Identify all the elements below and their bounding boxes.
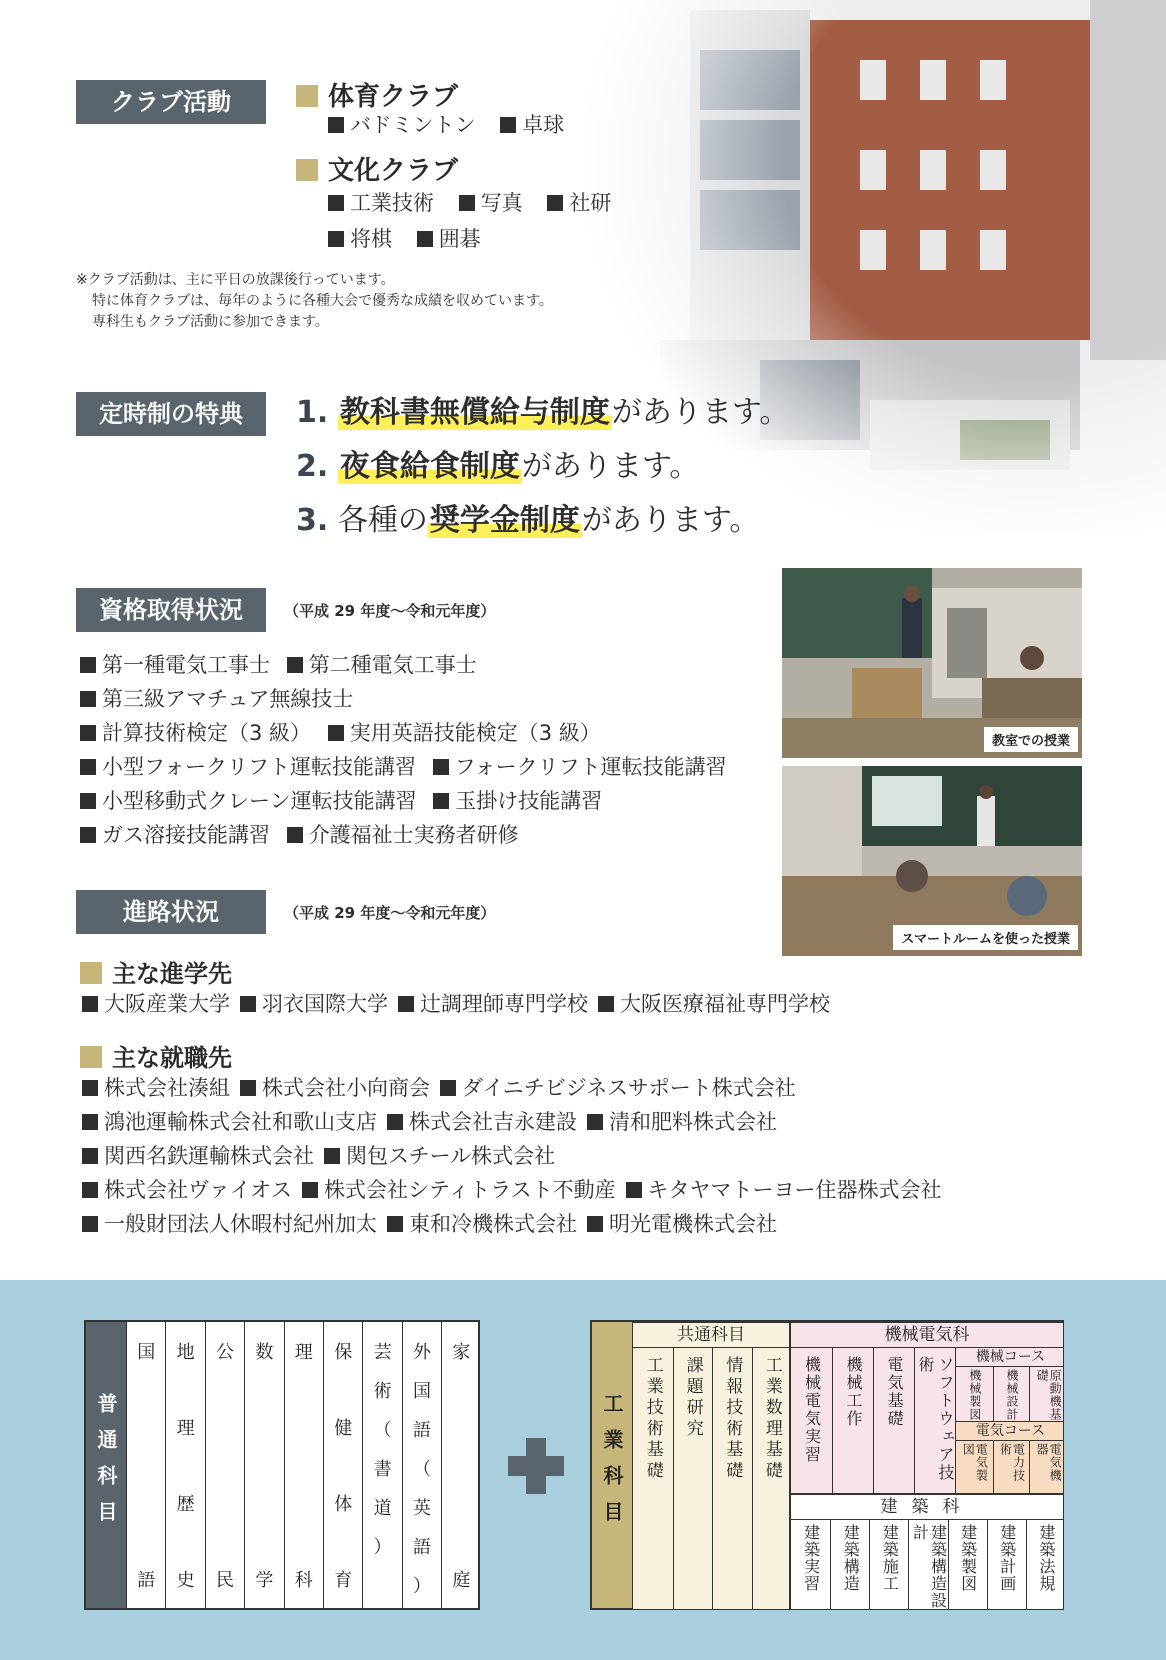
qualification-row: [80, 716, 737, 750]
job-item: 明光電機株式会社: [609, 1212, 777, 1236]
list-item: 写真: [459, 191, 523, 215]
qualification-item: 第三級アマチュア無線技士: [102, 687, 354, 711]
qualification-item: 玉掛け技能講習: [455, 789, 603, 813]
job-row: [82, 1173, 951, 1207]
qualification-item: 第一種電気工事士: [102, 653, 270, 677]
schools-heading: [80, 954, 232, 989]
qualification-item: 第二種電気工事士: [308, 653, 477, 677]
smart-room-photo: [782, 766, 1082, 956]
general-subject-char: 理: [176, 1418, 195, 1439]
job-item: 鴻池運輸株式会社和歌山支店: [104, 1110, 377, 1134]
general-subject-char: 英: [412, 1498, 431, 1519]
general-subject-column: [244, 1322, 283, 1608]
general-subject-char: 術: [373, 1381, 392, 1402]
culture-club-title: 文化クラブ: [328, 156, 459, 186]
mech-course-subject: 機械製図: [967, 1369, 982, 1421]
qualification-row: [80, 648, 737, 682]
common-subject: 課題研究: [673, 1348, 713, 1610]
arch-subject: 建築製図: [948, 1520, 987, 1610]
jobs-title: 主な就職先: [112, 1044, 232, 1072]
jobs-list: [82, 1071, 951, 1241]
job-item: 一般財団法人休暇村紀州加太: [104, 1212, 377, 1236]
qualification-row: [80, 818, 737, 852]
general-subject-char: 健: [334, 1418, 353, 1439]
qualifications-period: （平成 29 年度〜令和元年度）: [284, 602, 496, 620]
job-item: 株式会社小向商会: [262, 1076, 430, 1100]
common-subject: 工業技術基礎: [642, 1356, 663, 1482]
mech-course-subject: 原動機基礎: [1029, 1367, 1064, 1421]
job-item: 関西名鉄運輸株式会社: [104, 1144, 314, 1168]
schools-list: [82, 987, 840, 1021]
common-subject: 工業数理基礎: [752, 1348, 791, 1610]
list-item: 囲碁: [417, 227, 481, 251]
qualification-item: 小型移動式クレーン運転技能講習: [102, 789, 417, 813]
job-item: ダイニチビジネスサポート株式会社: [462, 1076, 796, 1100]
general-subject-char: 理: [294, 1342, 313, 1363]
job-row: [82, 1071, 951, 1105]
mech-subject: 電気基礎: [873, 1348, 914, 1494]
list-item: 社研: [547, 191, 611, 215]
general-subject-char: 公: [215, 1342, 234, 1363]
general-subject-char: 書: [373, 1459, 392, 1480]
job-row: [82, 1207, 951, 1241]
accent-square-icon: [80, 1046, 102, 1068]
accent-square-icon: [296, 85, 318, 107]
job-item: 株式会社ヴァイオス: [104, 1178, 292, 1202]
general-subject-char: 語: [412, 1420, 431, 1441]
elec-course-block: [955, 1421, 1064, 1494]
general-subjects-title: 普通科目: [86, 1322, 126, 1608]
qualification-item: 実用英語技能検定（3 級）: [349, 721, 601, 745]
curriculum-panel: [0, 1280, 1166, 1660]
mech-electric-title: 機械電気科: [791, 1323, 1063, 1348]
job-item: 株式会社吉永建設: [409, 1110, 577, 1134]
job-item: 関包スチール株式会社: [346, 1144, 556, 1168]
accent-square-icon: [80, 962, 102, 984]
sports-club-list: [328, 108, 582, 142]
general-subject-char: 家: [452, 1342, 471, 1363]
general-subjects-table: [84, 1320, 480, 1610]
arch-subject: 建築法規: [1026, 1520, 1064, 1610]
general-subject-column: [362, 1322, 401, 1608]
accent-square-icon: [296, 159, 318, 181]
elec-course-subject: 電気機器: [1029, 1441, 1064, 1494]
benefits-list: [296, 386, 789, 548]
qualifications-list: [80, 648, 737, 852]
job-item: 清和肥料株式会社: [609, 1110, 777, 1134]
general-subject-column: [165, 1322, 204, 1608]
common-subjects-block: [632, 1322, 790, 1610]
elec-course-subject: 電力技術: [993, 1441, 1030, 1494]
arch-subject: 建築構造: [830, 1520, 869, 1610]
general-subject-column: [323, 1322, 362, 1608]
mech-course-subject: 機械設計: [993, 1367, 1030, 1421]
list-item: 工業技術: [328, 191, 434, 215]
architecture-block: [790, 1494, 1064, 1610]
general-subject-char: 地: [176, 1342, 195, 1363]
qualification-row: [80, 784, 737, 818]
industrial-subjects-table: [590, 1320, 1064, 1610]
school-item: 辻調理師専門学校: [420, 992, 588, 1016]
club-note: 専科生もクラブ活動に参加できます。: [92, 314, 329, 330]
general-subject-char: 民: [215, 1570, 234, 1591]
general-subject-char: 庭: [452, 1570, 471, 1591]
arch-subject: 建築構造設計: [908, 1520, 947, 1610]
career-label: 進路状況: [76, 890, 266, 934]
culture-club-list-row2: [328, 222, 499, 256]
jobs-heading: [80, 1038, 232, 1073]
general-subject-column: [126, 1322, 165, 1608]
mech-subject: 機械工作: [832, 1348, 873, 1494]
general-subject-char: 歴: [176, 1494, 195, 1515]
industrial-subjects-title: 工業科目: [592, 1322, 632, 1608]
general-subject-char: （: [412, 1459, 431, 1480]
job-row: [82, 1105, 951, 1139]
general-subject-char: 道: [373, 1498, 392, 1519]
general-subject-char: 体: [334, 1494, 353, 1515]
general-subject-char: 国: [137, 1342, 156, 1363]
general-subject-char: 語: [412, 1537, 431, 1558]
plus-icon: [508, 1438, 564, 1494]
qualification-item: 小型フォークリフト運転技能講習: [102, 755, 416, 779]
list-item: 卓球: [500, 113, 564, 137]
career-period: （平成 29 年度〜令和元年度）: [284, 904, 496, 922]
mech-subject: ソフトウェア技術: [914, 1348, 955, 1494]
general-subject-char: 語: [137, 1570, 156, 1591]
general-subject-char: 芸: [373, 1342, 392, 1363]
qualification-row: [80, 750, 737, 784]
club-note: ※クラブ活動は、主に平日の放課後行っています。: [76, 272, 395, 288]
common-subjects-title: 共通科目: [633, 1323, 789, 1348]
classroom-photo-caption: 教室での授業: [984, 727, 1078, 752]
list-item: 将棋: [328, 227, 392, 251]
job-item: 株式会社湊組: [104, 1076, 230, 1100]
club-activities-label: クラブ活動: [76, 80, 266, 124]
elec-course-subject: 電気製図: [961, 1443, 989, 1482]
general-subject-column: [284, 1322, 323, 1608]
general-subject-char: （: [373, 1420, 392, 1441]
culture-club-heading: [296, 150, 458, 187]
general-subject-char: 外: [412, 1342, 431, 1363]
qualification-item: 計算技術検定（3 級）: [102, 721, 312, 745]
qualification-item: 介護福祉士実務者研修: [308, 823, 519, 847]
general-subject-char: ）: [412, 1576, 431, 1597]
arch-subject: 建築計画: [987, 1520, 1026, 1610]
school-item: 大阪産業大学: [104, 992, 230, 1016]
general-subject-char: ）: [373, 1537, 392, 1558]
culture-club-list-row1: [328, 186, 629, 220]
job-row: [82, 1139, 951, 1173]
schools-title: 主な進学先: [112, 960, 232, 988]
common-subject: 情報技術基礎: [712, 1348, 752, 1610]
general-subject-char: 学: [255, 1570, 274, 1591]
qualification-item: フォークリフト運転技能講習: [454, 755, 727, 779]
benefits-label: 定時制の特典: [76, 392, 266, 436]
general-subject-char: 国: [412, 1381, 431, 1402]
mech-course-block: [955, 1348, 1064, 1421]
benefit-item: 1. 教科書無償給与制度があります。: [296, 395, 790, 430]
school-item: 大阪医療福祉専門学校: [620, 992, 830, 1016]
general-subject-column: [441, 1322, 480, 1608]
mech-electric-block: [790, 1322, 1064, 1494]
sports-club-title: 体育クラブ: [328, 82, 459, 112]
qualification-row: [80, 682, 737, 716]
general-subject-char: 科: [294, 1570, 313, 1591]
general-subject-char: 育: [334, 1570, 353, 1591]
general-subject-char: 保: [334, 1342, 353, 1363]
general-subject-char: 史: [176, 1570, 195, 1591]
mech-subject: 機械電気実習: [802, 1356, 822, 1464]
qualifications-label: 資格取得状況: [76, 588, 266, 632]
architecture-title: 建築科: [791, 1495, 1063, 1520]
club-notes: [76, 270, 553, 333]
smart-room-photo-caption: スマートルームを使った授業: [893, 925, 1078, 950]
benefit-item: 2. 夜食給食制度があります。: [296, 449, 700, 484]
club-note: 特に体育クラブは、毎年のように各種大会で優秀な成績を収めています。: [92, 293, 553, 309]
qualification-item: ガス溶接技能講習: [102, 823, 270, 847]
arch-subject: 建築施工: [869, 1520, 908, 1610]
general-subject-char: 数: [255, 1342, 274, 1363]
job-item: 東和冷機株式会社: [409, 1212, 577, 1236]
job-item: キタヤマトーヨー住器株式会社: [647, 1178, 942, 1202]
benefit-item: 3. 各種の奨学金制度があります。: [296, 503, 760, 538]
list-item: バドミントン: [328, 113, 476, 137]
school-item: 羽衣国際大学: [262, 992, 388, 1016]
general-subject-column: [205, 1322, 244, 1608]
arch-subject: 建築実習: [801, 1524, 821, 1592]
mech-course-title: 機械コース: [956, 1348, 1064, 1367]
classroom-photo: [782, 568, 1082, 758]
job-item: 株式会社シティトラスト不動産: [323, 1178, 616, 1202]
elec-course-title: 電気コース: [956, 1422, 1064, 1441]
general-subject-column: [402, 1322, 441, 1608]
